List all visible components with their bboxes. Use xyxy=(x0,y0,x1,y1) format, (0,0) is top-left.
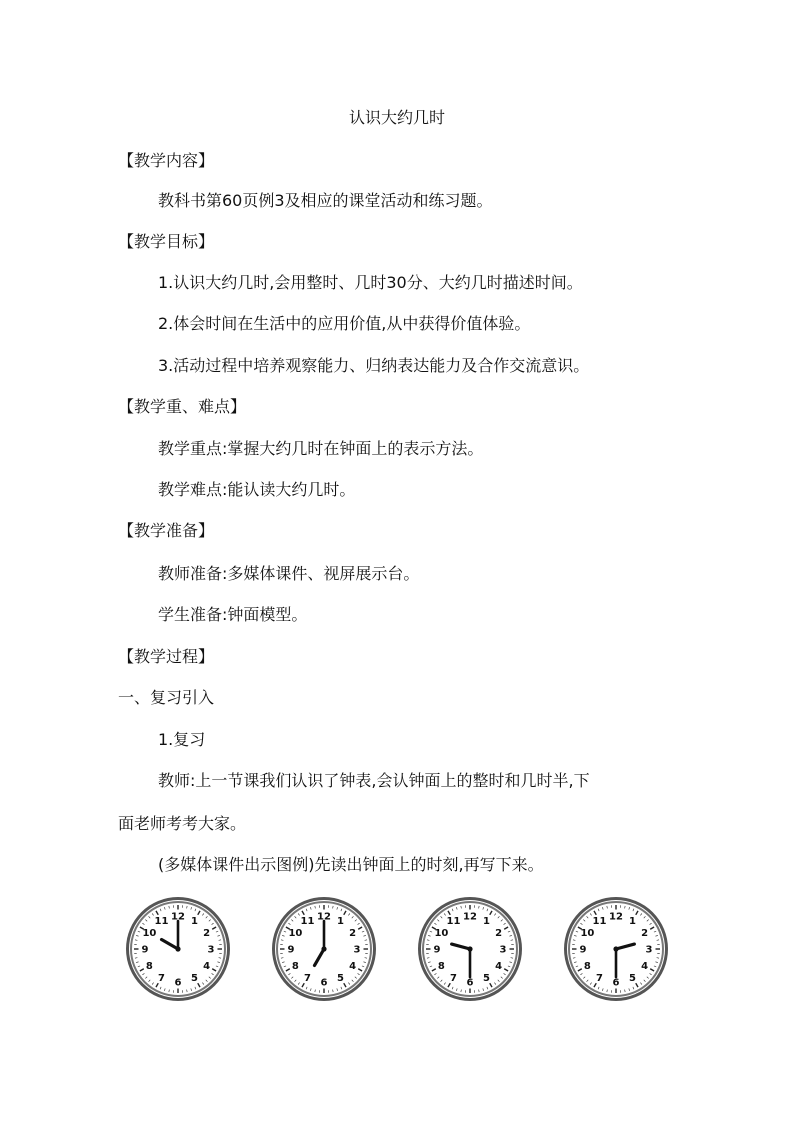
clock-row xyxy=(124,895,672,1003)
clock-numeral: 4 xyxy=(349,961,357,972)
goal-item: 3.活动过程中培养观察能力、归纳表达能力及合作交流意识。 xyxy=(158,356,590,375)
key-point-item: 教学难点:能认读大约几时。 xyxy=(158,480,356,499)
clock-numeral: 5 xyxy=(191,973,198,985)
clock-icon xyxy=(562,895,670,1003)
clock-numeral: 7 xyxy=(158,973,165,985)
content-text: 教科书第60页例3及相应的课堂活动和练习题。 xyxy=(158,191,493,210)
clock-numeral: 7 xyxy=(450,973,457,985)
clock-numeral: 4 xyxy=(203,961,211,972)
clock-numeral: 1 xyxy=(337,915,344,927)
clock-numeral: 7 xyxy=(304,973,311,985)
clock-numeral: 4 xyxy=(641,961,649,972)
clock-numeral: 1 xyxy=(629,915,636,927)
clock-numeral: 6 xyxy=(612,977,620,989)
clock-numeral: 8 xyxy=(145,961,153,972)
clock-numeral: 12 xyxy=(609,911,623,923)
clock-face xyxy=(416,895,524,1003)
clock-icon xyxy=(270,895,378,1003)
preparation-item: 学生准备:钟面模型。 xyxy=(158,605,308,624)
page-title: 认识大约几时 xyxy=(348,108,445,127)
clock-numeral: 9 xyxy=(433,944,441,956)
goal-item: 2.体会时间在生活中的应用价值,从中获得价值体验。 xyxy=(158,314,531,333)
section-heading-preparation: 【教学准备】 xyxy=(118,521,215,540)
process-part-title: 一、复习引入 xyxy=(118,688,215,707)
clock-numeral: 2 xyxy=(495,928,503,939)
clock-numeral: 6 xyxy=(466,977,474,989)
clock-numeral: 9 xyxy=(141,944,149,956)
process-step-title: 1.复习 xyxy=(158,730,206,749)
clock-numeral: 10 xyxy=(434,928,449,939)
instruction-text: (多媒体课件出示图例)先读出钟面上的时刻,再写下来。 xyxy=(158,855,544,874)
clock-center-pin xyxy=(467,946,472,951)
section-heading-process: 【教学过程】 xyxy=(118,647,215,666)
clock-numeral: 12 xyxy=(317,911,331,923)
clock-numeral: 3 xyxy=(499,944,507,956)
clock-numeral: 10 xyxy=(288,928,303,939)
teacher-line: 教师:上一节课我们认识了钟表,会认钟面上的整时和几时半,下 xyxy=(158,771,590,790)
clock-face xyxy=(124,895,232,1003)
clock-numeral: 12 xyxy=(171,911,185,923)
clock-numeral: 11 xyxy=(446,915,461,927)
clock-numeral: 3 xyxy=(645,944,653,956)
clock-numeral: 7 xyxy=(596,973,603,985)
clock-numeral: 2 xyxy=(203,928,211,939)
clock-numeral: 9 xyxy=(579,944,587,956)
section-heading-goals: 【教学目标】 xyxy=(118,232,215,251)
clock-numeral: 10 xyxy=(580,928,595,939)
clock-numeral: 12 xyxy=(463,911,477,923)
clock-numeral: 4 xyxy=(495,961,503,972)
clock-numeral: 11 xyxy=(300,915,315,927)
teacher-line-continued: 面老师考考大家。 xyxy=(118,814,247,833)
clock-numeral: 3 xyxy=(353,944,361,956)
preparation-item: 教师准备:多媒体课件、视屏展示台。 xyxy=(158,564,420,583)
clock-numeral: 1 xyxy=(483,915,490,927)
clock-numeral: 11 xyxy=(154,915,169,927)
section-heading-key-points: 【教学重、难点】 xyxy=(118,397,247,416)
clock-numeral: 10 xyxy=(142,928,157,939)
clock-numeral: 8 xyxy=(437,961,445,972)
clock-numeral: 5 xyxy=(629,973,636,985)
goal-item: 1.认识大约几时,会用整时、几时30分、大约几时描述时间。 xyxy=(158,273,583,292)
clock-numeral: 8 xyxy=(291,961,299,972)
clock-face xyxy=(270,895,378,1003)
clock-center-pin xyxy=(321,946,326,951)
clock-face xyxy=(562,895,670,1003)
clock-numeral: 1 xyxy=(191,915,198,927)
key-point-item: 教学重点:掌握大约几时在钟面上的表示方法。 xyxy=(158,439,484,458)
clock-center-pin xyxy=(613,946,618,951)
clock-numeral: 11 xyxy=(592,915,607,927)
clock-numeral: 5 xyxy=(337,973,344,985)
clock-numeral: 2 xyxy=(349,928,357,939)
clock-numeral: 6 xyxy=(320,977,328,989)
clock-center-pin xyxy=(175,946,180,951)
clock-numeral: 5 xyxy=(483,973,490,985)
clock-numeral: 2 xyxy=(641,928,649,939)
clock-numeral: 9 xyxy=(287,944,295,956)
clock-icon xyxy=(416,895,524,1003)
clock-numeral: 6 xyxy=(174,977,182,989)
clock-numeral: 3 xyxy=(207,944,215,956)
clock-icon xyxy=(124,895,232,1003)
section-heading-content: 【教学内容】 xyxy=(118,151,215,170)
clock-numeral: 8 xyxy=(583,961,591,972)
